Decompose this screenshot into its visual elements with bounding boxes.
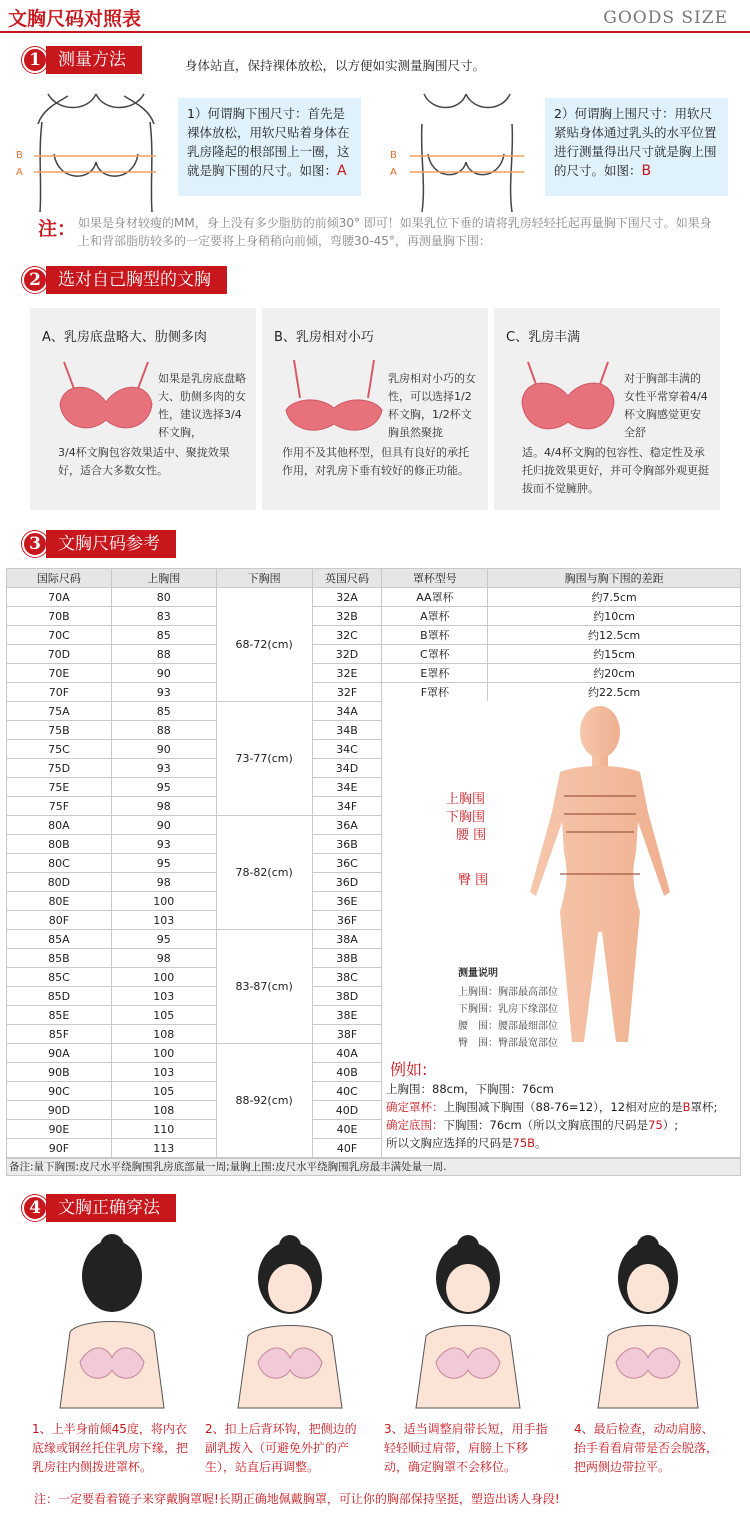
legend-item: 下胸围：乳房下缘部位 xyxy=(458,1004,558,1015)
cell-uk-size: 34F xyxy=(312,797,382,816)
table-row xyxy=(7,626,741,645)
bra-1-2-icon xyxy=(280,360,388,440)
cell-uk-size: 40F xyxy=(312,1139,382,1158)
section-4-heading xyxy=(22,1194,176,1222)
cell-intl-size: 90E xyxy=(7,1120,112,1139)
cell-uk-size: 40A xyxy=(312,1044,382,1063)
cell-overbust: 88 xyxy=(111,721,216,740)
cup-card-b xyxy=(262,308,488,510)
cell-intl-size: 90B xyxy=(7,1063,112,1082)
bubble-underbust-text: 1）何谓胸下围尺寸：首先是裸体放松，用软尺贴着身体在乳房隆起的根部围上一圈，这就是胸下围的尺寸。如图： xyxy=(187,106,350,178)
step-4-text: 4、最后检查，动动肩膀、抬手看看肩带是否会脱落，把两侧边带拉平。 xyxy=(574,1422,719,1474)
cup-card-c-title: C、乳房丰满 xyxy=(506,330,581,345)
bubble-overbust-tag: B xyxy=(641,163,652,179)
header-divider xyxy=(0,31,750,33)
cell-uk-size: 38C xyxy=(312,968,382,987)
cell-cup-diff: 约12.5cm xyxy=(488,626,741,645)
cell-intl-size: 80A xyxy=(7,816,112,835)
cell-overbust: 105 xyxy=(111,1082,216,1101)
final-note: 注：一定要看着镜子来穿戴胸罩喔!长期正确地佩戴胸罩，可让你的胸部保持坚挺，塑造出诱人身段! xyxy=(34,1492,560,1506)
cell-overbust: 100 xyxy=(111,1044,216,1063)
cell-intl-size: 70A xyxy=(7,588,112,607)
cell-overbust: 103 xyxy=(111,987,216,1006)
cell-uk-size: 36F xyxy=(312,911,382,930)
section-2-number: 2 xyxy=(22,267,48,293)
mark-b-2: B xyxy=(390,150,397,161)
cell-overbust: 88 xyxy=(111,645,216,664)
cell-intl-size: 90A xyxy=(7,1044,112,1063)
cell-uk-size: 38F xyxy=(312,1025,382,1044)
fig-label-underbust: 下胸围 xyxy=(446,810,486,825)
cell-uk-size: 32A xyxy=(312,588,382,607)
step-1-text: 1、上半身前倾45度，将内衣底缘或钢丝托住乳房下缘，把乳房往内侧拨进罩杯。 xyxy=(32,1422,189,1474)
cell-uk-size: 32D xyxy=(312,645,382,664)
cell-underbust: 88-92(cm) xyxy=(216,1044,312,1158)
cell-uk-size: 36E xyxy=(312,892,382,911)
section-2-heading xyxy=(22,266,227,294)
cell-uk-size: 34C xyxy=(312,740,382,759)
cell-cup-diff: 约22.5cm xyxy=(488,683,741,702)
section-4-number: 4 xyxy=(22,1195,48,1221)
cell-cup-type: E罩杯 xyxy=(382,664,488,683)
cell-overbust: 98 xyxy=(111,797,216,816)
legend-item: 上胸围：胸部最高部位 xyxy=(458,987,558,998)
bubble-overbust xyxy=(545,98,728,196)
section-2-label: 选对自己胸型的文胸 xyxy=(46,266,227,294)
cup-card-a xyxy=(30,308,256,510)
cell-intl-size: 80D xyxy=(7,873,112,892)
col-header: 罩杯型号 xyxy=(382,569,488,588)
cell-overbust: 108 xyxy=(111,1101,216,1120)
bubble-underbust-tag: A xyxy=(337,163,347,179)
example-line: 确定罩杯：上胸围减下胸围（88-76=12），12相对应的是B罩杯; xyxy=(386,1100,718,1114)
cell-intl-size: 85E xyxy=(7,1006,112,1025)
cell-uk-size: 40C xyxy=(312,1082,382,1101)
cell-overbust: 95 xyxy=(111,930,216,949)
page-header xyxy=(0,0,750,34)
cell-intl-size: 70B xyxy=(7,607,112,626)
cell-intl-size: 70D xyxy=(7,645,112,664)
mark-b-1: B xyxy=(16,150,23,161)
section-3-heading xyxy=(22,530,176,558)
bra-4-4-icon xyxy=(514,360,622,440)
cup-card-a-title: A、乳房底盘略大、肋侧多肉 xyxy=(42,330,207,345)
example-title: 例如: xyxy=(390,1060,428,1079)
example-line: 确定底围：下胸围：76cm（所以文胸底围的尺码是75）; xyxy=(386,1118,679,1132)
cell-overbust: 93 xyxy=(111,835,216,854)
legend-title: 测量说明 xyxy=(458,968,498,979)
cell-intl-size: 85F xyxy=(7,1025,112,1044)
table-row xyxy=(7,683,741,702)
cell-intl-size: 85A xyxy=(7,930,112,949)
cell-intl-size: 80C xyxy=(7,854,112,873)
cell-intl-size: 75C xyxy=(7,740,112,759)
section-1-number: 1 xyxy=(22,47,48,73)
cup-card-b-full: 作用不及其他杯型，但具有良好的承托作用，对乳房下垂有较好的修正功能。 xyxy=(282,446,469,477)
cell-cup-type: F罩杯 xyxy=(382,683,488,702)
cell-cup-type: C罩杯 xyxy=(382,645,488,664)
table-row xyxy=(7,664,741,683)
section-3-number: 3 xyxy=(22,531,48,557)
cell-uk-size: 36C xyxy=(312,854,382,873)
example-line: 上胸围：88cm，下胸围：76cm xyxy=(386,1082,554,1096)
table-row xyxy=(7,588,741,607)
cell-uk-size: 36D xyxy=(312,873,382,892)
cell-uk-size: 34A xyxy=(312,702,382,721)
legend-list xyxy=(458,984,558,1052)
cell-cup-type: B罩杯 xyxy=(382,626,488,645)
cell-intl-size: 75F xyxy=(7,797,112,816)
page-title: 文胸尺码对照表 xyxy=(8,8,142,30)
cell-overbust: 95 xyxy=(111,778,216,797)
cell-overbust: 83 xyxy=(111,607,216,626)
cell-uk-size: 32B xyxy=(312,607,382,626)
cell-intl-size: 85D xyxy=(7,987,112,1006)
section-1-label: 测量方法 xyxy=(46,46,142,74)
cell-uk-size: 32C xyxy=(312,626,382,645)
cell-intl-size: 85B xyxy=(7,949,112,968)
bra-3-4-icon xyxy=(52,360,160,440)
note-label: 注： xyxy=(38,218,77,240)
cell-uk-size: 32F xyxy=(312,683,382,702)
table-row xyxy=(7,607,741,626)
cell-overbust: 103 xyxy=(111,911,216,930)
table-footnote: 备注:量下胸围:皮尺水平绕胸围乳房底部量一周;量胸上围:皮尺水平绕胸围乳房最丰满处量一周. xyxy=(6,1158,741,1176)
step-3-text: 3、适当调整肩带长短，用手指轻轻顺过肩带，肩膀上下移动，确定胸罩不会移位。 xyxy=(384,1422,548,1474)
cell-intl-size: 75D xyxy=(7,759,112,778)
cell-intl-size: 80E xyxy=(7,892,112,911)
cell-intl-size: 90F xyxy=(7,1139,112,1158)
cell-uk-size: 40B xyxy=(312,1063,382,1082)
cup-card-c-side: 对于胸部丰满的女性平常穿着4/4杯文胸感觉更安全舒 xyxy=(624,372,708,439)
cell-underbust: 78-82(cm) xyxy=(216,816,312,930)
cup-card-b-side: 乳房相对小巧的女性，可以选择1/2杯文胸，1/2杯文胸虽然聚拢 xyxy=(388,372,476,439)
cell-uk-size: 40D xyxy=(312,1101,382,1120)
cell-intl-size: 70F xyxy=(7,683,112,702)
cell-uk-size: 36B xyxy=(312,835,382,854)
col-header: 国际尺码 xyxy=(7,569,112,588)
cell-uk-size: 38E xyxy=(312,1006,382,1025)
cell-underbust: 68-72(cm) xyxy=(216,588,312,702)
cell-underbust: 83-87(cm) xyxy=(216,930,312,1044)
bubble-overbust-text: 2）何谓胸上围尺寸：用软尺紧贴身体通过乳头的水平位置进行测量得出尺寸就是胸上围的尺寸。如图： xyxy=(554,106,717,178)
cell-intl-size: 75B xyxy=(7,721,112,740)
cell-overbust: 85 xyxy=(111,626,216,645)
cell-intl-size: 85C xyxy=(7,968,112,987)
cell-intl-size: 90D xyxy=(7,1101,112,1120)
section-3-label: 文胸尺码参考 xyxy=(46,530,176,558)
cell-overbust: 85 xyxy=(111,702,216,721)
cell-overbust: 113 xyxy=(111,1139,216,1158)
cell-underbust: 73-77(cm) xyxy=(216,702,312,816)
cell-overbust: 93 xyxy=(111,683,216,702)
cell-intl-size: 75E xyxy=(7,778,112,797)
cell-uk-size: 34E xyxy=(312,778,382,797)
cell-cup-diff: 约10cm xyxy=(488,607,741,626)
cell-overbust: 100 xyxy=(111,968,216,987)
section-1-heading xyxy=(22,46,142,74)
mark-a-1: A xyxy=(16,167,23,178)
step-2-text: 2、扣上后背环钩，把侧边的副乳拨入（可避免外扩的产生），站直后再调整。 xyxy=(205,1422,357,1474)
cell-uk-size: 40E xyxy=(312,1120,382,1139)
legend-item: 臀 围：臀部最宽部位 xyxy=(458,1038,558,1049)
cell-overbust: 80 xyxy=(111,588,216,607)
cell-uk-size: 34B xyxy=(312,721,382,740)
col-header: 下胸围 xyxy=(216,569,312,588)
step-4-illustration xyxy=(586,1232,716,1412)
col-header: 胸围与胸下围的差距 xyxy=(488,569,741,588)
cell-intl-size: 75A xyxy=(7,702,112,721)
cell-overbust: 110 xyxy=(111,1120,216,1139)
cell-cup-diff: 约7.5cm xyxy=(488,588,741,607)
cell-intl-size: 70C xyxy=(7,626,112,645)
fig-label-overbust: 上胸围 xyxy=(446,792,486,807)
col-header: 英国尺码 xyxy=(312,569,382,588)
cell-overbust: 90 xyxy=(111,740,216,759)
cell-uk-size: 38A xyxy=(312,930,382,949)
fig-label-hip: 臀 围 xyxy=(458,873,489,888)
cell-overbust: 103 xyxy=(111,1063,216,1082)
col-header: 上胸围 xyxy=(111,569,216,588)
example-line: 所以文胸应选择的尺码是75B。 xyxy=(386,1136,547,1150)
cell-uk-size: 34D xyxy=(312,759,382,778)
fig-label-waist: 腰 围 xyxy=(456,828,487,843)
measure-intro: 身体站直，保持裸体放松，以方便如实测量胸围尺寸。 xyxy=(185,58,486,73)
cup-card-a-side: 如果是乳房底盘略大、肋侧多肉的女性，建议选择3/4杯文胸， xyxy=(158,372,246,439)
cell-uk-size: 38B xyxy=(312,949,382,968)
section-4-label: 文胸正确穿法 xyxy=(46,1194,176,1222)
cup-card-c xyxy=(494,308,720,510)
step-2-illustration xyxy=(224,1232,354,1412)
cell-cup-diff: 约15cm xyxy=(488,645,741,664)
cell-overbust: 90 xyxy=(111,816,216,835)
torso-figure-b xyxy=(392,84,542,212)
cell-cup-diff: 约20cm xyxy=(488,664,741,683)
cell-cup-type: A罩杯 xyxy=(382,607,488,626)
cell-overbust: 93 xyxy=(111,759,216,778)
cell-intl-size: 80B xyxy=(7,835,112,854)
measure-note: 如果是身材较瘦的MM，身上没有多少脂肪的前倾30° 即可！如果乳位下垂的请将乳房轻轻托起再量胸下围尺寸。如果身上和背部脂肪较多的一定要将上身稍稍向前倾，弯腰30-45°，再测量胸下围： xyxy=(78,216,712,248)
size-table-header xyxy=(7,569,741,588)
cell-overbust: 100 xyxy=(111,892,216,911)
cell-uk-size: 38D xyxy=(312,987,382,1006)
cell-uk-size: 36A xyxy=(312,816,382,835)
page-title-en: GOODS SIZE xyxy=(603,8,728,28)
cell-overbust: 108 xyxy=(111,1025,216,1044)
cell-overbust: 98 xyxy=(111,873,216,892)
cell-uk-size: 32E xyxy=(312,664,382,683)
cell-intl-size: 80F xyxy=(7,911,112,930)
cell-cup-type: AA罩杯 xyxy=(382,588,488,607)
table-row xyxy=(7,645,741,664)
example-block xyxy=(386,1080,738,1152)
torso-figure-a xyxy=(18,84,178,212)
cup-card-b-title: B、乳房相对小巧 xyxy=(274,330,374,345)
cell-overbust: 90 xyxy=(111,664,216,683)
cell-intl-size: 70E xyxy=(7,664,112,683)
cell-overbust: 98 xyxy=(111,949,216,968)
cell-overbust: 105 xyxy=(111,1006,216,1025)
cell-overbust: 95 xyxy=(111,854,216,873)
legend-item: 腰 围：腰部最细部位 xyxy=(458,1021,558,1032)
cup-card-a-full: 3/4杯文胸包容效果适中、聚拢效果好，适合大多数女性。 xyxy=(58,446,230,477)
step-3-illustration xyxy=(404,1232,534,1412)
cell-intl-size: 90C xyxy=(7,1082,112,1101)
cup-card-c-full: 适。4/4杯文胸的包容性、稳定性及承托归拢效果更好，并可令胸部外观更挺拔而不觉臃肿。 xyxy=(522,446,709,495)
mark-a-2: A xyxy=(390,167,397,178)
step-1-illustration xyxy=(40,1232,180,1412)
bubble-underbust xyxy=(178,98,361,196)
